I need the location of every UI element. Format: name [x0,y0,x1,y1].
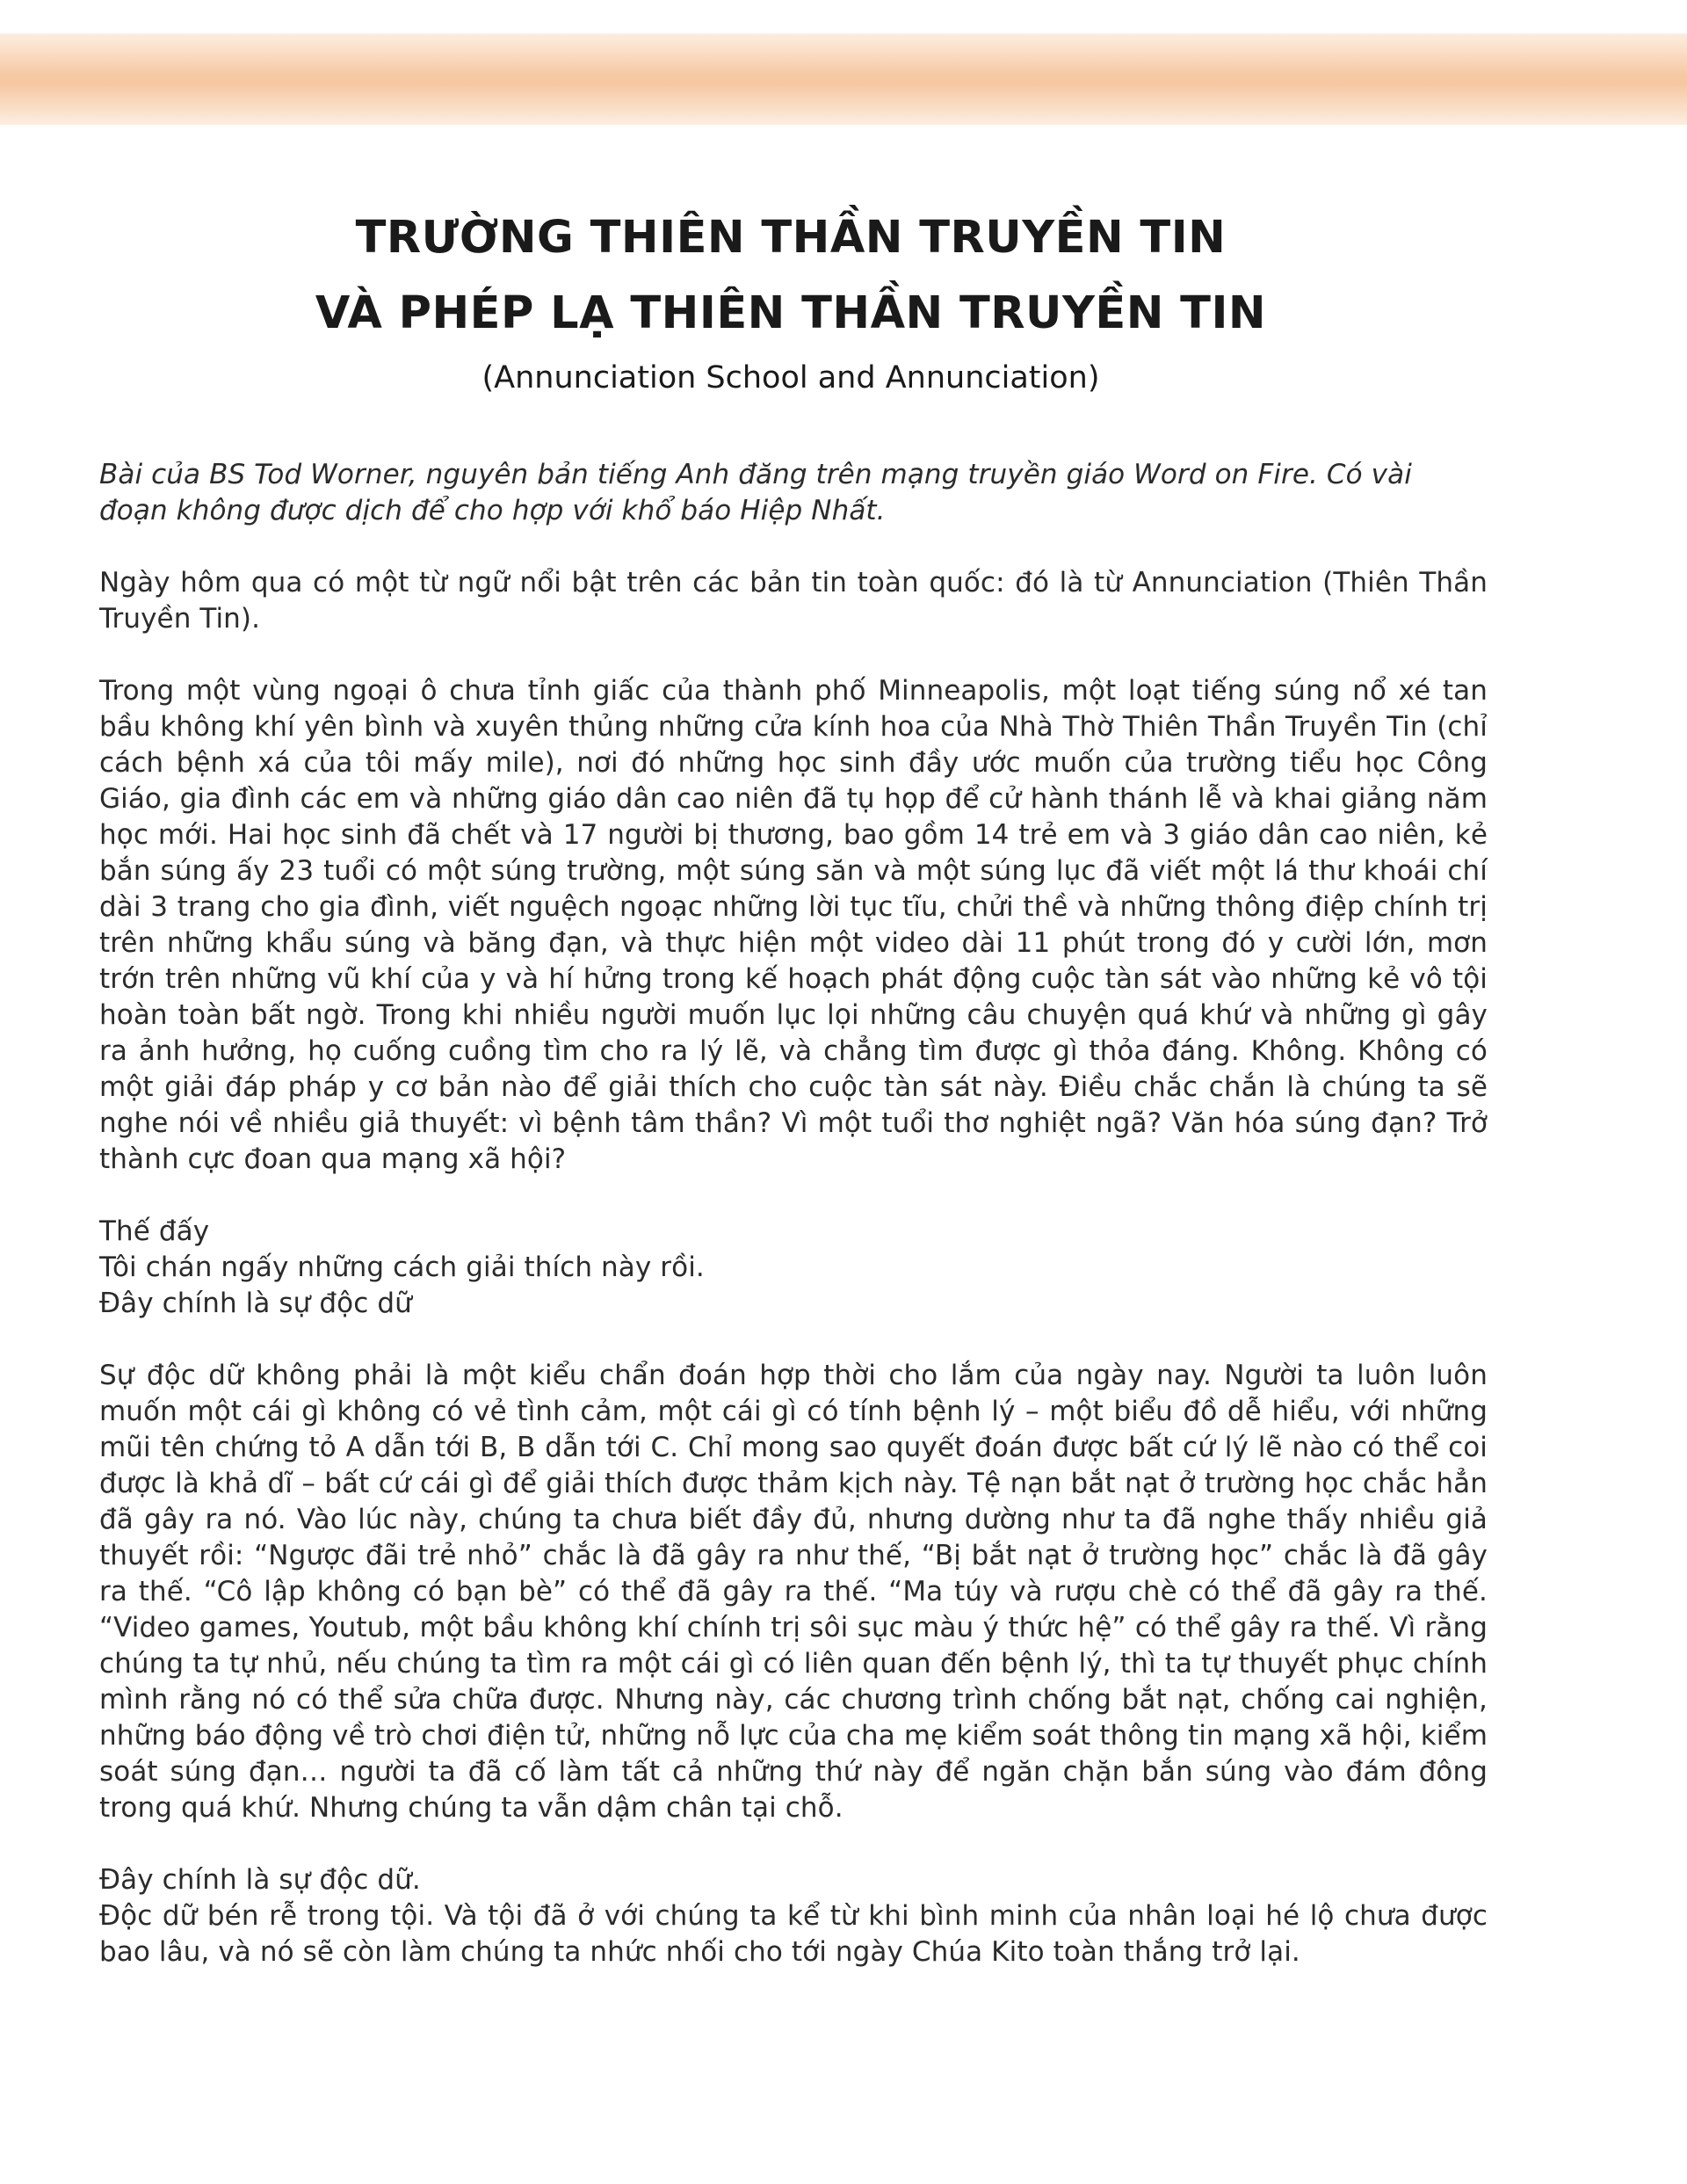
page-title-line-2: VÀ PHÉP LẠ THIÊN THẦN TRUYỀN TIN [315,287,1267,339]
page-subtitle: (Annunciation School and Annunciation) [481,360,1100,395]
paragraph-3-line-2: Tôi chán ngấy những cách giải thích này rồi. [99,1252,705,1283]
paragraph-3-line-3: Đây chính là sự độc dữ [99,1288,412,1319]
paragraph-5-line-2: Độc dữ bén rễ trong tội. Và tội đã ở với chúng ta kể từ khi bình minh của nhân loại hé lộ chưa được bao lâu, và nó sẽ còn làm chúng ta nhức nhối cho tới ngày Chúa Kito toàn thắng trở lại. [99,1900,1488,1968]
paragraph-2: Trong một vùng ngoại ô chưa tỉnh giấc của thành phố Minneapolis, một loạt tiếng súng nổ xé tan bầu không khí yên bình và xuyên thủng những cửa kính hoa của Nhà Thờ Thiên Thần Truyền Tin (chỉ cách bệnh xá của tôi mấy mile), nơi đó những học sinh đầy ước muốn của trường tiểu học Công Giáo, gia đình các em và những giáo dân cao niên đã tụ họp để cử hành thánh lễ và khai giảng năm học mới. Hai học sinh đã chết và 17 người bị thương, bao gồm 14 trẻ em và 3 giáo dân cao niên, kẻ bắn súng ấy 23 tuổi có một súng trường, một súng săn và một súng lục đã viết một lá thư khoái chí dài 3 trang cho gia đình, viết nguệch ngoạc những lời tục tĩu, chửi thề và những thông điệp chính trị trên những khẩu súng và băng đạn, và thực hiện một video dài 11 phút trong đó y cười lớn, mơn trớn trên những vũ khí của y và hí hửng trong kế hoạch phát động cuộc tàn sát vào những kẻ vô tội hoàn toàn bất ngờ. Trong khi nhiều người muốn lục lọi những câu chuyện quá khứ và những gì gây ra ảnh hưởng, họ cuống cuồng tìm cho ra lý lẽ, và chẳng tìm được gì thỏa đáng. Không. Không có một giải đáp pháp y cơ bản nào để giải thích cho cuộc tàn sát này. Điều chắc chắn là chúng ta sẽ nghe nói về nhiều giả thuyết: vì bệnh tâm thần? Vì một tuổi thơ nghiệt ngã? Văn hóa súng đạn? Trở thành cực đoan qua mạng xã hội? [99,675,1488,1175]
paragraph-3 [99,1214,1488,1322]
paragraph-1: Ngày hôm qua có một từ ngữ nổi bật trên các bản tin toàn quốc: đó là từ Annunciation (Thiên Thần Truyền Tin). [99,567,1488,635]
paragraph-4: Sự độc dữ không phải là một kiểu chẩn đoán hợp thời cho lắm của ngày nay. Người ta luôn luôn muốn một cái gì không có vẻ tình cảm, một cái gì có tính bệnh lý – một biểu đồ dễ hiểu, với những mũi tên chứng tỏ A dẫn tới B, B dẫn tới C. Chỉ mong sao quyết đoán được bất cứ lý lẽ nào có thể coi được là khả dĩ – bất cứ cái gì để giải thích được thảm kịch này. Tệ nạn bắt nạt ở trường học chắc hẳn đã gây ra nó. Vào lúc này, chúng ta chưa biết đầy đủ, nhưng dường như ta đã nghe thấy nhiều giả thuyết rồi: “Ngược đãi trẻ nhỏ” chắc là đã gây ra như thế, “Bị bắt nạt ở trường học” chắc là đã gây ra thế. “Cô lập không có bạn bè” có thể đã gây ra thế. “Ma túy và rượu chè có thể đã gây ra thế. “Video games, Youtub, một bầu không khí chính trị sôi sục màu ý thức hệ” có thể gây ra thế. Vì rằng chúng ta tự nhủ, nếu chúng ta tìm ra một cái gì có liên quan đến bệnh lý, thì ta tự thuyết phục chính mình rằng nó có thể sửa chữa được. Nhưng này, các chương trình chống bắt nạt, chống cai nghiện, những báo động về trò chơi điện tử, những nỗ lực của cha mẹ kiểm soát thông tin mạng xã hội, kiểm soát súng đạn… người ta đã cố làm tất cả những thứ này để ngăn chặn bắn súng vào đám đông trong quá khứ. Nhưng chúng ta vẫn dậm chân tại chỗ. [99,1360,1488,1824]
decorative-header-band [0,33,1687,125]
paragraph-3-line-1: Thế đấy [99,1215,210,1247]
article-body [99,457,1488,1970]
title-block [0,200,1582,404]
page-title-line-1: TRƯỜNG THIÊN THẦN TRUYỀN TIN [355,212,1227,264]
paragraph-5-line-1: Đây chính là sự độc dữ. [99,1864,421,1896]
intro-paragraph: Bài của BS Tod Worner, nguyên bản tiếng Anh đăng trên mạng truyền giáo Word on Fire. Có vài đoạn không được dịch để cho hợp với khổ báo Hiệp Nhất. [99,459,1412,526]
paragraph-5 [99,1862,1488,1970]
